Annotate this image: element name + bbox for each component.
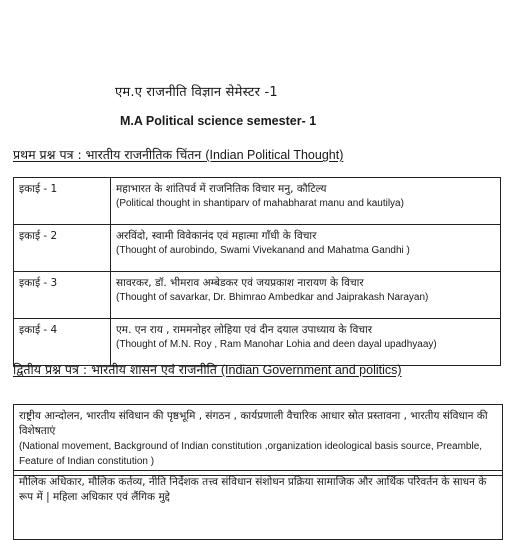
unit-topic [111,272,501,319]
unit-topic-hindi: सावरकर, डॉ. भीमराव अम्बेडकर एवं जयप्रकाश नारायण के विचार [116,277,364,289]
paper-2-heading [13,360,503,380]
unit-row [14,178,501,225]
course-title-hindi: एम.ए राजनीति विज्ञान सेमेस्टर -1 [115,85,278,100]
unit-topic [111,178,501,225]
topic-block-2-hindi: मौलिक अधिकार, मौलिक कर्तव्य, नीति निर्देशक तत्त्व संविधान संशोधन प्रक्रिया सामाजिक और आर्थिक परिवर्तन के साधन के रूप में | महिला अधिकार एवं लैंगिक मुद्दे [19,476,487,503]
unit-number: इकाई - 1 [14,178,111,225]
unit-topic-english: (Political thought in shantiparv of mahabharat manu and kautilya) [116,198,404,209]
paper-1-heading-hindi: प्रथम प्रश्न पत्र : भारतीय राजनीतिक चिंतन [13,147,206,162]
paper-2-heading-hindi: द्वितीय प्रश्न पत्र : भारतीय शासन एवं राजनीति [13,362,221,377]
paper-2-topic-block-2 [13,470,503,540]
unit-number: इकाई - 3 [14,272,111,319]
topic-block-1-english: (National movement, Background of Indian constitution ,organization ideological basis source, Preamble, Feature of Indian constitution ) [19,441,483,467]
unit-topic-english: (Thought of aurobindo, Swami Vivekanand and Mahatma Gandhi ) [116,245,410,256]
unit-row [14,319,501,366]
unit-topic [111,225,501,272]
unit-row [14,225,501,272]
unit-topic-hindi: एम. एन राय , राममनोहर लोहिया एवं दीन दयाल उपाध्याय के विचार [116,324,373,336]
paper-1-heading [13,145,503,165]
paper-2-topic-block-1 [13,404,503,476]
unit-row [14,272,501,319]
unit-number: इकाई - 2 [14,225,111,272]
unit-topic-hindi: अरविंदो, स्वामी विवेकानंद एवं महात्मा गाँधी के विचार [116,230,317,242]
unit-number: इकाई - 4 [14,319,111,366]
unit-topic-hindi: महाभारत के शांतिपर्व में राजनितिक विचार मनु, कौटिल्य [116,183,327,195]
unit-topic-english: (Thought of savarkar, Dr. Bhimrao Ambedkar and Jaiprakash Narayan) [116,292,429,303]
paper-1-units-table [13,177,501,366]
paper-2-heading-english: (Indian Government and politics) [220,363,402,377]
course-title-english: M.A Political science semester- 1 [120,114,317,128]
unit-topic [111,319,501,366]
unit-topic-english: (Thought of M.N. Roy , Ram Manohar Lohia and deen dayal upadhyaay) [116,339,437,350]
paper-1-heading-english: (Indian Political Thought) [205,148,344,162]
topic-block-1-hindi: राष्ट्रीय आन्दोलन, भारतीय संविधान की पृष्ठभूमि , संगठन , कार्यप्रणाली वैचारिक आधार स्रोत प्रस्तावना , भारतीय संविधान की विशेषताएं [19,410,488,437]
